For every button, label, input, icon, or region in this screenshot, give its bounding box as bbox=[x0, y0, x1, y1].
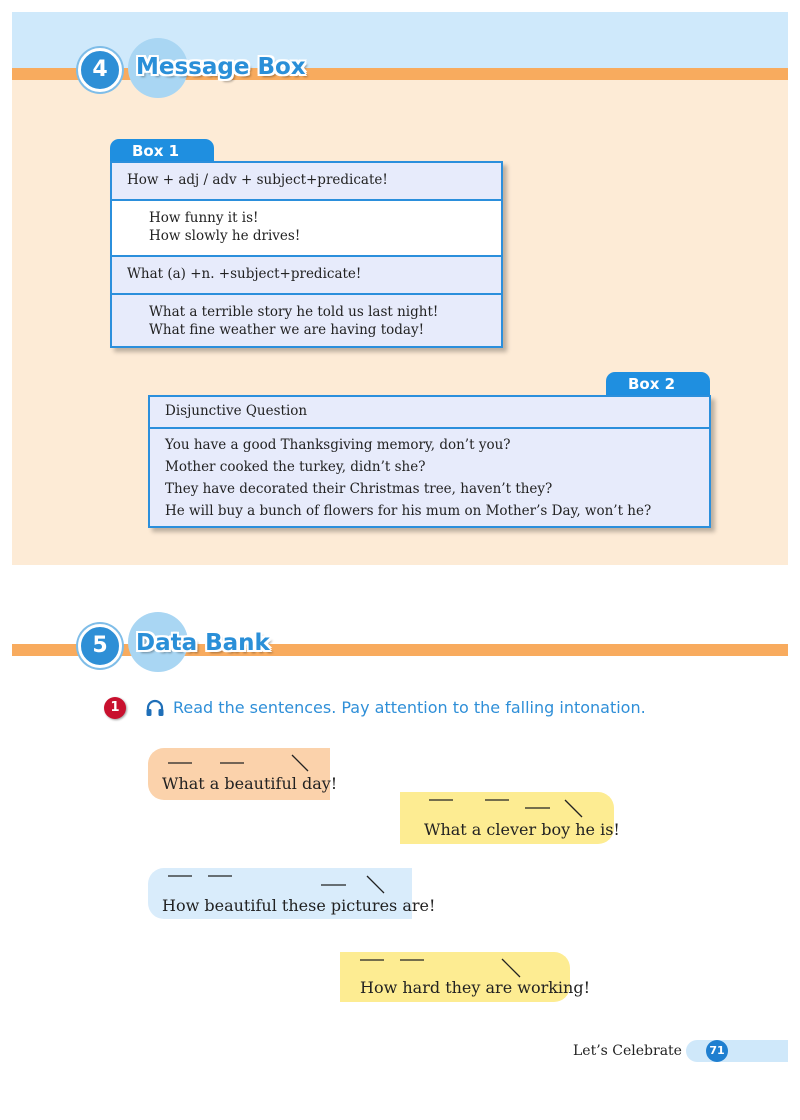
sentence-text: What a clever boy he is! bbox=[424, 820, 620, 839]
example-line: How funny it is! bbox=[149, 210, 259, 226]
footer-unit-title: Let’s Celebrate bbox=[573, 1043, 682, 1059]
example-line: How slowly he drives! bbox=[149, 228, 301, 244]
footer-page-band bbox=[686, 1040, 788, 1062]
box-2-tab: Box 2 bbox=[606, 372, 710, 395]
section-5-title: Data Bank bbox=[136, 630, 270, 656]
box-2-examples bbox=[150, 429, 709, 526]
sentence-bubble-1 bbox=[148, 748, 338, 800]
sentence-text: How hard they are working! bbox=[360, 978, 591, 997]
page-number: 71 bbox=[706, 1040, 728, 1062]
example-line: You have a good Thanksgiving memory, don’t you? bbox=[165, 437, 511, 453]
exercise-number: 1 bbox=[104, 697, 126, 719]
box-1-tab: Box 1 bbox=[110, 139, 214, 162]
box-1-examples-how bbox=[112, 201, 501, 257]
box-1-examples-what bbox=[112, 295, 501, 346]
example-line: What fine weather we are having today! bbox=[149, 322, 424, 338]
section-4-number: 4 bbox=[78, 48, 122, 92]
sentence-text: What a beautiful day! bbox=[162, 774, 338, 793]
example-line: He will buy a bunch of flowers for his mum on Mother’s Day, won’t he? bbox=[165, 503, 652, 519]
sentence-bubble-2 bbox=[400, 792, 620, 844]
box-1-rule-what bbox=[112, 257, 501, 295]
headphones-icon[interactable] bbox=[144, 697, 166, 719]
exercise-instruction: Read the sentences. Pay attention to the falling intonation. bbox=[173, 698, 646, 717]
example-line: Mother cooked the turkey, didn’t she? bbox=[165, 459, 426, 475]
sentence-bubble-3 bbox=[148, 868, 436, 919]
box-1-rule-how bbox=[112, 163, 501, 201]
example-line: They have decorated their Christmas tree, haven’t they? bbox=[165, 481, 553, 497]
box-1 bbox=[110, 161, 503, 348]
section-5-number: 5 bbox=[78, 624, 122, 668]
sentence-bubble-4 bbox=[340, 952, 591, 1002]
box-2 bbox=[148, 395, 711, 528]
rule-text: How + adj / adv + subject+predicate! bbox=[127, 172, 388, 188]
sentence-text: How beautiful these pictures are! bbox=[162, 896, 436, 915]
example-line: What a terrible story he told us last night! bbox=[149, 304, 439, 320]
box-2-heading: Disjunctive Question bbox=[150, 397, 709, 429]
rule-text: What (a) +n. +subject+predicate! bbox=[127, 266, 362, 282]
section-4-title: Message Box bbox=[136, 54, 306, 80]
